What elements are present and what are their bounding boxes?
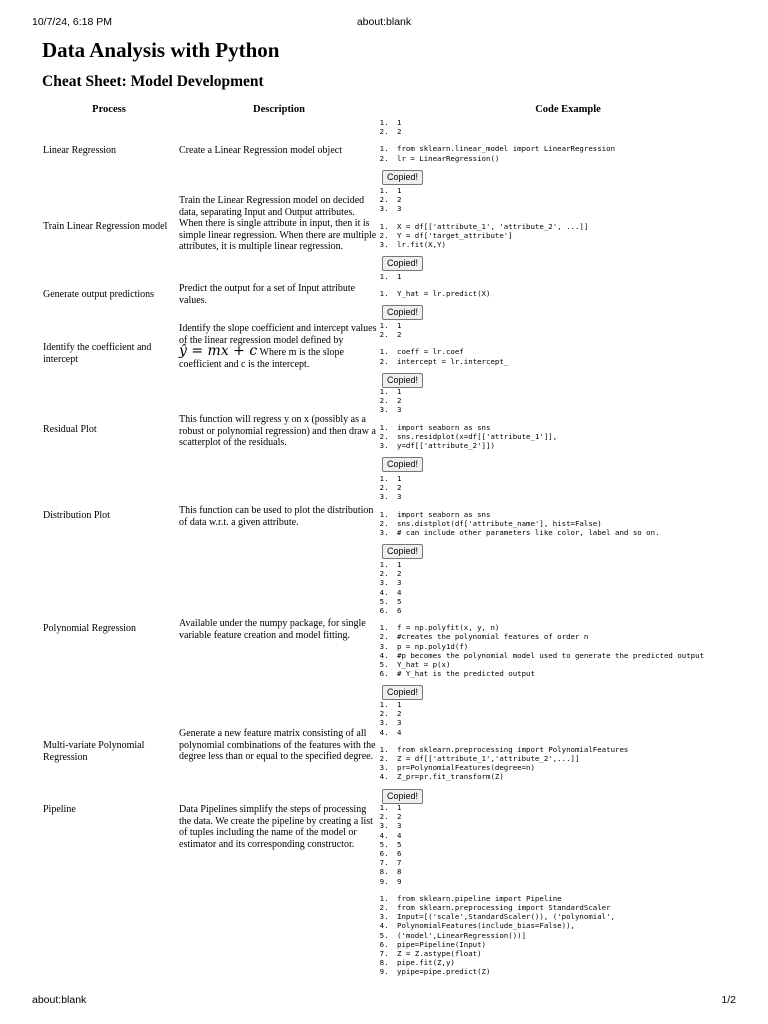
print-footer-url: about:blank [32, 994, 87, 1006]
code-line: 2. #creates the polynomial features of order n [393, 632, 760, 641]
line-number: 1. 1 [393, 321, 760, 330]
code-line: 1. Y_hat = lr.predict(X) [393, 289, 760, 298]
code-block [380, 347, 760, 365]
code-line: 4. Z_pr=pr.fit_transform(Z) [393, 772, 760, 781]
line-number: 3. 3 [393, 821, 760, 830]
copy-button[interactable]: Copied! [382, 789, 423, 804]
process-cell: Residual Plot [43, 424, 97, 435]
code-line: 2. sns.residplot(x=df[['attribute_1']], [393, 432, 760, 441]
description-text: Where m is the slope coefficient and c is the intercept. [179, 347, 344, 370]
line-numbers [380, 700, 760, 737]
code-cell [380, 387, 760, 472]
description-cell: This function will regress y on x (possibly as a robust or polynomial regression) and then draw a scatterplot of the residuals. [179, 414, 376, 448]
line-number: 3. 3 [393, 204, 760, 213]
line-number: 2. 2 [393, 812, 760, 821]
code-line: 4. PolynomialFeatures(include_bias=False)), [393, 921, 760, 930]
code-line: 3. p = np.poly1d(f) [393, 642, 760, 651]
print-url: about:blank [356, 16, 412, 28]
page-number: 1/2 [721, 994, 736, 1006]
code-line: 3. lr.fit(X,Y) [393, 240, 760, 249]
code-line: 1. import seaborn as sns [393, 423, 760, 432]
description-cell: Available under the numpy package, for single variable feature creation and model fitting. [179, 618, 366, 641]
code-cell [380, 186, 760, 271]
copy-button[interactable]: Copied! [382, 256, 423, 271]
line-numbers [380, 272, 760, 281]
process-cell: Distribution Plot [43, 510, 110, 521]
line-number: 1. 1 [393, 700, 760, 709]
copy-button[interactable]: Copied! [382, 373, 423, 388]
line-numbers [380, 560, 760, 615]
code-line: 3. Input=[('scale',StandardScaler()), ('polynomial', [393, 912, 760, 921]
print-datetime: 10/7/24, 6:18 PM [32, 16, 112, 28]
line-number: 2. 2 [393, 483, 760, 492]
code-line: 2. Z = df[['attribute_1','attribute_2',...]] [393, 754, 760, 763]
line-number: 1. 1 [393, 474, 760, 483]
code-cell [380, 700, 760, 804]
code-block [380, 144, 760, 162]
line-number: 2. 2 [393, 709, 760, 718]
line-number: 4. 4 [393, 588, 760, 597]
line-number: 8. 8 [393, 867, 760, 876]
line-number: 3. 3 [393, 405, 760, 414]
code-line: 2. intercept = lr.intercept_ [393, 357, 760, 366]
code-cell [380, 272, 760, 320]
code-line: 7. Z = Z.astype(float) [393, 949, 760, 958]
code-cell [380, 803, 760, 977]
code-line: 3. y=df[['attribute_2']]) [393, 441, 760, 450]
line-number: 9. 9 [393, 877, 760, 886]
line-number: 3. 3 [393, 492, 760, 501]
code-line: 5. ('model',LinearRegression())] [393, 931, 760, 940]
copy-button[interactable]: Copied! [382, 170, 423, 185]
line-numbers [380, 474, 760, 502]
header-description: Description [253, 104, 305, 115]
code-line: 4. #p becomes the polynomial model used to generate the predicted output [393, 651, 760, 660]
line-number: 5. 5 [393, 840, 760, 849]
code-line: 6. # Y_hat is the predicted output [393, 669, 760, 678]
copy-button[interactable]: Copied! [382, 544, 423, 559]
header-code: Code Example [535, 104, 601, 115]
line-number: 5. 5 [393, 597, 760, 606]
page-title: Data Analysis with Python [42, 38, 280, 62]
code-block [380, 289, 760, 298]
code-line: 2. lr = LinearRegression() [393, 154, 760, 163]
description-cell: Train the Linear Regression model on decided data, separating Input and Output attributes. When there is single attribute in input, then it is simple linear regression. When there are multiple attributes, it is multiple linear regression. [179, 195, 377, 252]
line-number: 6. 6 [393, 606, 760, 615]
header-process: Process [92, 104, 126, 115]
code-line: 9. ypipe=pipe.predict(Z) [393, 967, 760, 976]
code-cell [380, 321, 760, 388]
code-block [380, 894, 760, 977]
code-cell [380, 118, 760, 185]
line-number: 3. 3 [393, 578, 760, 587]
process-cell: Pipeline [43, 804, 76, 815]
print-header [32, 16, 736, 30]
description-cell: Create a Linear Regression model object [179, 145, 342, 156]
code-line: 3. # can include other parameters like color, label and so on. [393, 528, 760, 537]
code-line: 2. sns.distplot(df['attribute_name'], hist=False) [393, 519, 760, 528]
line-number: 2. 2 [393, 569, 760, 578]
code-line: 1. from sklearn.pipeline import Pipeline [393, 894, 760, 903]
regression-formula: ŷ = mx + c [179, 343, 258, 359]
code-block [380, 510, 760, 538]
line-number: 4. 4 [393, 728, 760, 737]
description-cell: Generate a new feature matrix consisting of all polynomial combinations of the features with the degree less than or equal to the specified degree. [179, 728, 376, 762]
code-block [380, 222, 760, 250]
print-footer [32, 994, 736, 1008]
description-cell: Predict the output for a set of Input attribute values. [179, 283, 356, 306]
copy-button[interactable]: Copied! [382, 457, 423, 472]
code-cell [380, 474, 760, 559]
line-number: 1. 1 [393, 387, 760, 396]
code-line: 1. f = np.polyfit(x, y, n) [393, 623, 760, 632]
description-cell: Data Pipelines simplify the steps of processing the data. We create the pipeline by creating a list of tuples including the name of the model or estimator and its corresponding constructor. [179, 804, 373, 850]
code-block [380, 423, 760, 451]
process-cell: Polynomial Regression [43, 623, 137, 634]
line-number: 1. 1 [393, 560, 760, 569]
description-cell: This function can be used to plot the distribution of data w.r.t. a given attribute. [179, 505, 374, 528]
copy-button[interactable]: Copied! [382, 685, 423, 700]
code-block [380, 745, 760, 782]
code-line: 1. from sklearn.preprocessing import PolynomialFeatures [393, 745, 760, 754]
process-cell: Linear Regression [43, 145, 117, 156]
code-line: 6. pipe=Pipeline(Input) [393, 940, 760, 949]
code-line: 1. from sklearn.linear_model import LinearRegression [393, 144, 760, 153]
line-numbers [380, 387, 760, 415]
line-number: 1. 1 [393, 803, 760, 812]
code-cell [380, 560, 760, 700]
line-number: 1. 1 [393, 186, 760, 195]
line-numbers [380, 321, 760, 339]
line-number: 6. 6 [393, 849, 760, 858]
process-cell: Identify the coefficient and intercept [43, 342, 152, 365]
code-line: 3. pr=PolynomialFeatures(degree=n) [393, 763, 760, 772]
line-number: 2. 2 [393, 127, 760, 136]
process-cell: Generate output predictions [43, 289, 155, 300]
line-number: 2. 2 [393, 396, 760, 405]
line-number: 7. 7 [393, 858, 760, 867]
description-text: Identify the slope coefficient and intercept values of the linear regression model defined by [179, 323, 377, 346]
code-line: 2. from sklearn.preprocessing import StandardScaler [393, 903, 760, 912]
process-cell: Multi-variate Polynomial Regression [43, 740, 145, 763]
code-line: 2. Y = df['target_attribute'] [393, 231, 760, 240]
line-numbers [380, 186, 760, 214]
code-line: 1. X = df[['attribute_1', 'attribute_2', ...]] [393, 222, 760, 231]
process-cell: Train Linear Regression model [43, 221, 168, 232]
line-numbers [380, 118, 760, 136]
line-number: 4. 4 [393, 831, 760, 840]
line-number: 3. 3 [393, 718, 760, 727]
copy-button[interactable]: Copied! [382, 305, 423, 320]
code-block [380, 623, 760, 678]
line-numbers [380, 803, 760, 886]
code-line: 5. Y_hat = p(x) [393, 660, 760, 669]
line-number: 2. 2 [393, 195, 760, 204]
line-number: 2. 2 [393, 330, 760, 339]
line-number: 1. 1 [393, 272, 760, 281]
line-number: 1. 1 [393, 118, 760, 127]
description-cell [179, 323, 379, 370]
code-line: 1. import seaborn as sns [393, 510, 760, 519]
page-subtitle: Cheat Sheet: Model Development [42, 73, 264, 90]
code-line: 8. pipe.fit(Z,y) [393, 958, 760, 967]
code-line: 1. coeff = lr.coef [393, 347, 760, 356]
